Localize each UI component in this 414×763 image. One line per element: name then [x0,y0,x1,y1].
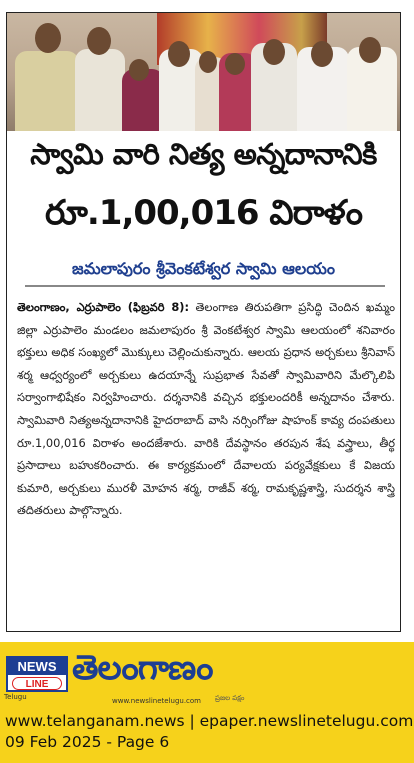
headline-line-1: స్వామి వారి నిత్య అన్నదానానికి [30,137,377,171]
brand-url[interactable]: www.newslinetelugu.com [112,697,201,705]
headline-divider [25,285,385,287]
telanganam-brand[interactable]: తెలంగాణం [72,648,213,688]
dateline: తెలంగాణం, ఎర్రుపాలెం (ఫిబ్రవరి 8): [17,300,190,314]
article-clipping [6,12,401,632]
article-text: తెలంగాణ తిరుపతిగా ప్రసిద్ధి చెందిన ఖమ్మం జిల్లా ఎర్రుపాలెం మండలం జమలాపురం శ్రీ వెంకటేశ్వర స్వామి ఆలయంలో శనివారం భక్తులు అధిక సంఖ్యలో మొక్కులు చెల్లించుకున్నారు. ఆలయ ప్రధాన అర్చకులు శ్రీనివాస్ శర్మ ఆధ్వర్యంలో అర్చకులు ఉదయాన్నే సుప్రభాత సేవతో స్వామివారిని మేల్కొలిపి సర్వాంగాభిషేకం నిర్వహించారు. దర్శనానికి వచ్చిన భక్తులందరికీ అన్నదానం చేశారు. స్వామివారి నిత్యఅన్నదానానికి హైదరాబాద్ వాసి నర్సింగోజు షాహంక్ కావ్య దంపతులు రూ.1,00,016 విరాళం అందజేశారు. వారికి దేవస్థానం తరపున శేష వస్త్రాలు, తీర్థ ప్రసాదాలు బహుకరించారు. ఈ కార్యక్రమంలో దేవాలయ పర్యవేక్షకులు కే విజయ కుమారి, అర్చకులు మురళీ మోహన శర్మ, రాజీవ్ శర్మ, రామకృష్ణశాస్త్రి, సుదర్శన శాస్త్రి తదితరులు పాల్గొన్నారు. [17,300,395,518]
brand-tagline: ప్రజల పక్షం [215,694,245,702]
article-photo [7,13,400,131]
subheadline: జమలాపురం శ్రీవెంకటేశ్వర స్వామి ఆలయం [72,259,335,278]
newsline-logo[interactable] [6,656,68,692]
logo-caption: Telugu [4,693,27,701]
footer-date-page: 09 Feb 2025 - Page 6 [5,733,170,751]
footer-websites[interactable]: www.telanganam.news | epaper.newslinetelugu.com [5,712,414,730]
footer-banner [0,642,414,763]
logo-news-text: NEWS [8,658,66,675]
article-body [17,296,395,522]
headline-line-2: రూ.1,00,016 విరాళం [45,193,362,233]
logo-line-text: LINE [12,677,62,690]
